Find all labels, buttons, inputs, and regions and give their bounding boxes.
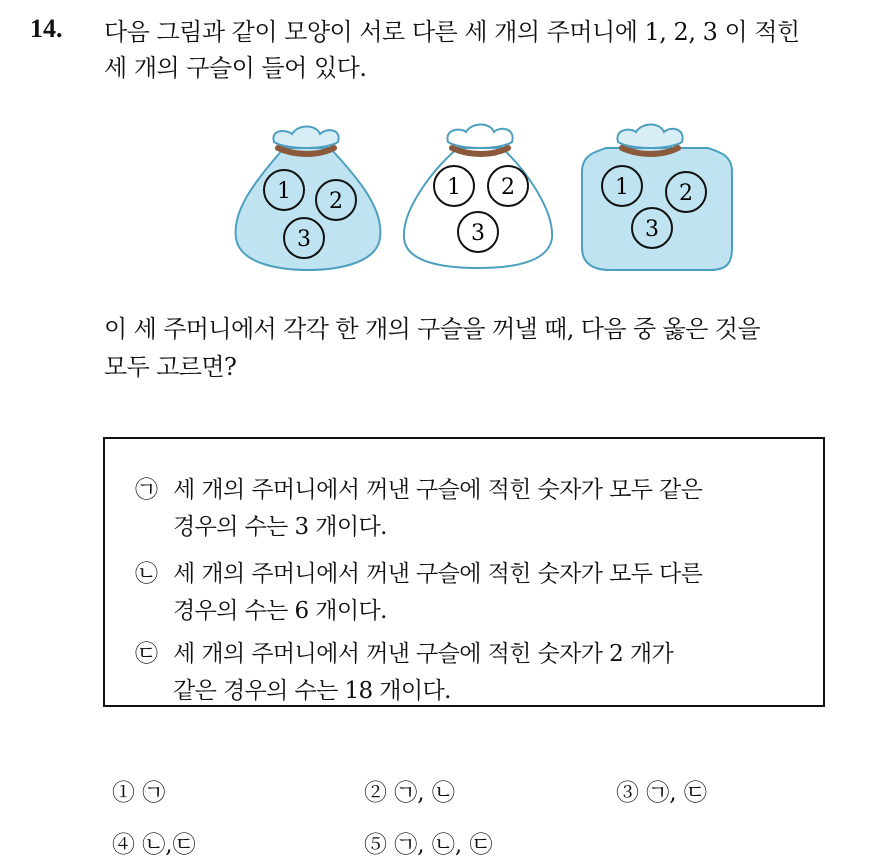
statement-1-line-1: 세 개의 주머니에서 꺼낸 구슬에 적힌 숫자가 모두 같은 [173,477,703,503]
statement-2-line-1: 세 개의 주머니에서 꺼낸 구슬에 적힌 숫자가 모두 다른 [173,561,703,587]
choice-5[interactable]: ⑤ ㉠, ㉡, ㉢ [364,832,493,858]
question-number: 14. [30,14,63,43]
choice-3[interactable]: ③ ㉠, ㉢ [616,780,707,806]
ball-2-label: 2 [329,189,343,214]
statement-1 [135,472,702,546]
ball-9-label: 3 [645,217,659,242]
ball-4-label: 1 [447,175,461,200]
statement-2 [135,556,702,630]
ball-5-label: 2 [501,175,515,200]
question-text-line-1: 다음 그림과 같이 모양이 서로 다른 세 개의 주머니에 1, 2, 3 이 적힌 [104,18,800,46]
ball-7-label: 1 [615,175,629,200]
statement-3 [135,636,673,710]
statement-2-line-2: 경우의 수는 6 개이다. [173,598,387,624]
ball-3-label: 3 [297,227,311,252]
bag-2-body [404,148,552,268]
ball-1-label: 1 [277,179,291,204]
ball-6-label: 3 [471,221,485,246]
bag-1-top [273,127,338,149]
bags-figure [226,120,746,280]
prompt-line-2: 모두 고르면? [104,353,237,381]
bag-3-top [617,125,682,149]
statement-1-line-2: 경우의 수는 3 개이다. [173,514,387,540]
bag-1 [236,127,381,271]
bag-2 [404,125,552,269]
statement-3-mark: ㉢ [135,641,158,667]
statement-2-mark: ㉡ [135,561,158,587]
statement-1-mark: ㉠ [135,477,158,503]
statement-3-line-2: 같은 경우의 수는 18 개이다. [173,678,451,704]
choice-2[interactable]: ② ㉠, ㉡ [364,780,455,806]
bag-2-top [447,125,512,149]
statements-box [103,437,825,707]
question-prompt [104,310,864,386]
question-text [104,14,864,86]
ball-8-label: 2 [679,181,693,206]
choice-4[interactable]: ④ ㉡,㉢ [112,832,196,858]
prompt-line-1: 이 세 주머니에서 각각 한 개의 구슬을 꺼낼 때, 다음 중 옳은 것을 [104,315,760,343]
bag-3 [582,125,732,271]
choice-1[interactable]: ① ㉠ [112,780,166,806]
question-text-line-2: 세 개의 구슬이 들어 있다. [104,54,367,82]
statement-3-line-1: 세 개의 주머니에서 꺼낸 구슬에 적힌 숫자가 2 개가 [173,641,674,667]
